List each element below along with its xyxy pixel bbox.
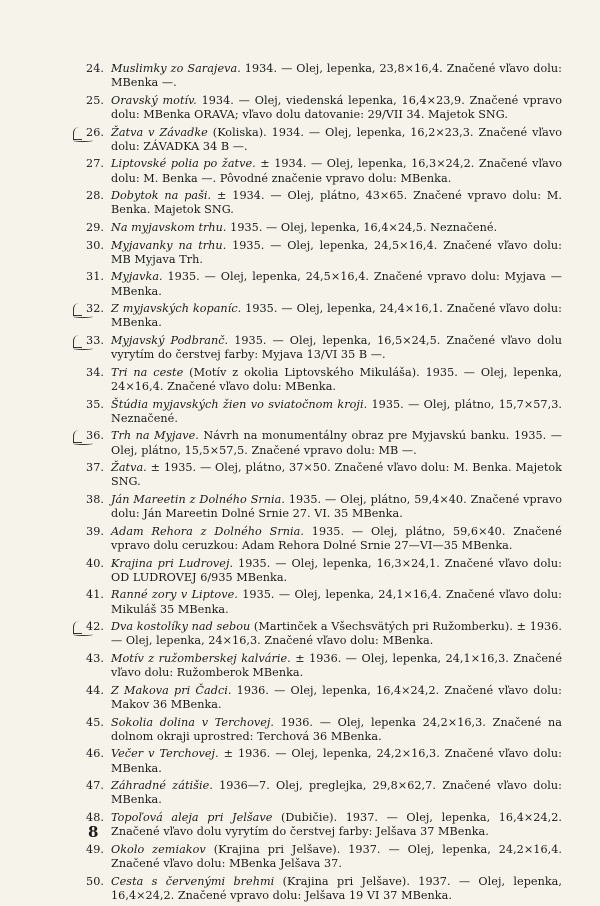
entry-number: 48. (86, 810, 104, 824)
entry-number: 38. (86, 492, 104, 506)
artwork-details: ± 1935. — Olej, plátno, 37×50. Značené vľavo dolu: M. Benka. Majetok SNG. (111, 461, 562, 489)
artwork-title: Liptovské polia po žatve. (111, 157, 256, 171)
entry-number: 26. (86, 125, 104, 139)
entry-text (111, 811, 562, 839)
entry-text (111, 684, 562, 712)
artwork-title: Z Makova pri Čadci. (111, 683, 232, 697)
entry-text (111, 366, 562, 394)
catalog-entry (82, 620, 562, 648)
entry-number: 39. (86, 524, 104, 538)
catalog-entry (82, 716, 562, 744)
artwork-title: Tri na ceste (111, 365, 184, 379)
entry-text (111, 779, 562, 807)
catalog-entry (82, 461, 562, 489)
entry-text (111, 461, 562, 489)
entry-number: 47. (86, 779, 104, 793)
entry-text (111, 652, 562, 680)
catalog-entry (82, 270, 562, 298)
artwork-details: 1935. — Olej, lepenka, 24,5×16,4. Značené vľavo dolu: MB Myjava Trh. (111, 238, 562, 266)
artwork-details: ± 1934. — Olej, plátno, 43×65. Značené vpravo dolu: M. Benka. Majetok SNG. (111, 189, 562, 217)
entry-text (111, 302, 562, 330)
artwork-details: 1935. — Olej, plátno, 59,4×40. Značené vpravo dolu: Ján Mareetin Dolné Srnie 27. VI. 35 MBenka. (111, 492, 562, 521)
entry-text (111, 189, 562, 217)
artwork-title: Záhradné zátišie. (111, 779, 213, 793)
catalog-entry (82, 557, 562, 585)
catalog-entry (82, 239, 562, 267)
entry-number: 25. (86, 93, 104, 107)
artwork-title: Žatva v Závadke (111, 125, 208, 139)
artwork-title: Okolo zemiakov (111, 842, 206, 856)
artwork-title: Krajina pri Ludrovej. (111, 556, 234, 570)
entry-number: 40. (86, 556, 104, 570)
catalog-entry (82, 334, 562, 362)
catalog-entry (82, 94, 562, 122)
artwork-details: 1934. — Olej, viedenská lepenka, 16,4×23,9. Značené vpravo dolu: MBenka ORAVA; vľavo dolu datovanie: 29/VII 34. Majetok SNG. (111, 93, 562, 121)
artwork-title: Myjavanky na trhu. (111, 238, 227, 252)
artwork-details: 1936. — Olej, lepenka 24,2×16,3. Značené na dolnom okraji uprostred: Terchová 36 MBenka. (111, 715, 563, 743)
entry-number: 45. (86, 715, 104, 729)
entry-text (111, 716, 562, 744)
entry-number: 28. (86, 189, 104, 203)
catalog-list (82, 62, 562, 906)
artwork-title: Trh na Myjave. (111, 429, 199, 443)
artwork-details: (Martinček a Všechsvätých pri Ružomberku). ± 1936. — Olej, lepenka, 24×16,3. Značené vľavo dolu: MBenka. (111, 620, 562, 648)
artwork-title: Topoľová aleja pri Jelšave (111, 810, 273, 824)
artwork-title: Ján Mareetin z Dolného Srnia. (111, 492, 286, 506)
entry-text (111, 493, 562, 521)
entry-text (111, 747, 562, 775)
handwritten-check-mark (73, 127, 82, 140)
artwork-title: Myjavka. (111, 270, 163, 284)
entry-text (111, 270, 562, 298)
entry-text (111, 157, 562, 185)
artwork-details: 1935. — Olej, plátno, 59,6×40. Značené vpravo dolu ceruzkou: Adam Rehora Dolné Srnie 27—VI—35 MBenka. (111, 524, 562, 552)
page-number: 8 (88, 823, 99, 841)
entry-number: 27. (86, 157, 104, 171)
entry-number: 31. (86, 270, 104, 284)
entry-number: 50. (86, 874, 104, 888)
artwork-title: Sokolia dolina v Terchovej. (111, 715, 275, 729)
artwork-details: 1935. — Olej, lepenka, 24,5×16,4. Značené vpravo dolu: Myjava — MBenka. (111, 270, 562, 298)
catalog-entry (82, 189, 562, 217)
entry-text (111, 620, 562, 648)
artwork-title: Dobytok na paši. (111, 189, 212, 203)
entry-text (111, 94, 562, 122)
artwork-details: ± 1936. — Olej, lepenka, 24,2×16,3. Značené vľavo dolu: MBenka. (111, 747, 562, 775)
artwork-title: Muslimky zo Sarajeva. (111, 62, 241, 75)
entry-number: 42. (86, 620, 104, 634)
artwork-details: ± 1934. — Olej, lepenka, 16,3×24,2. Značené vľavo dolu: M. Benka —. Pôvodné značenie vpravo dolu: MBenka. (111, 157, 562, 185)
handwritten-check-mark (73, 303, 82, 316)
artwork-title: Žatva. (111, 461, 147, 475)
entry-text (111, 239, 562, 267)
entry-text (111, 429, 562, 457)
entry-text (111, 875, 562, 903)
artwork-details: 1935. — Olej, lepenka, 16,4×24,5. Neznačené. (226, 220, 498, 234)
artwork-details: 1935. — Olej, lepenka, 24,4×16,1. Značené vľavo dolu: MBenka. (111, 302, 562, 330)
entry-number: 41. (86, 588, 104, 602)
entry-text (111, 334, 562, 362)
catalog-entry (82, 525, 562, 553)
artwork-title: Dva kostolíky nad sebou (111, 620, 251, 634)
catalog-entry (82, 493, 562, 521)
catalog-entry (82, 779, 562, 807)
artwork-details: 1936. — Olej, lepenka, 16,4×24,2. Značené vľavo dolu: Makov 36 MBenka. (111, 683, 562, 711)
artwork-title: Oravský motív. (111, 93, 197, 107)
handwritten-check-mark (73, 621, 82, 634)
catalog-entry (82, 62, 562, 90)
catalog-entry (82, 157, 562, 185)
entry-number: 44. (86, 683, 104, 697)
artwork-details: 1935. — Olej, plátno, 15,7×57,3. Neznačené. (111, 397, 562, 425)
catalog-entry (82, 588, 562, 616)
catalog-entry (82, 366, 562, 394)
artwork-title: Ranné zory v Liptove. (111, 588, 238, 602)
entry-text (111, 588, 562, 616)
entry-text (111, 398, 562, 426)
entry-number: 32. (86, 302, 104, 316)
artwork-details: 1935. — Olej, lepenka, 16,5×24,5. Značené vľavo dolu vyrytím do čerstvej farby: Myjava 13/VI 35 B —. (111, 333, 562, 362)
artwork-details: 1935. — Olej, lepenka, 24,1×16,4. Značené vľavo dolu: Mikuláš 35 MBenka. (111, 588, 562, 616)
entry-text (111, 62, 562, 90)
artwork-title: Motív z ružomberskej kalvárie. (111, 651, 291, 665)
entry-number: 43. (86, 651, 104, 665)
catalog-entry (82, 126, 562, 154)
entry-number: 36. (86, 429, 104, 443)
artwork-details: (Dubičie). 1937. — Olej, lepenka, 16,4×24,2. Značené vľavo dolu vyrytím do čerstvej farby: Jelšava 37 MBenka. (111, 810, 562, 839)
catalog-entry (82, 811, 562, 839)
entry-text (111, 843, 562, 871)
catalog-entry (82, 302, 562, 330)
artwork-title: Z myjavských kopaníc. (111, 302, 242, 316)
artwork-details: 1936—7. Olej, preglejka, 29,8×62,7. Značené vľavo dolu: MBenka. (111, 779, 562, 807)
artwork-title: Na myjavskom trhu. (111, 220, 227, 234)
entry-text (111, 525, 562, 553)
artwork-details: Návrh na monumentálny obraz pre Myjavskú banku. 1935. — Olej, plátno, 15,5×57,5. Značené vpravo dolu: MB —. (111, 429, 562, 457)
entry-number: 37. (86, 461, 104, 475)
artwork-title: Večer v Terchovej. (111, 747, 219, 761)
catalog-entry (82, 221, 562, 235)
catalog-entry (82, 398, 562, 426)
entry-text (111, 221, 562, 235)
artwork-title: Štúdia myjavských žien vo sviatočnom kroji. (111, 397, 368, 411)
artwork-details: (Krajina pri Jelšave). 1937. — Olej, lepenka, 24,2×16,4. Značené vľavo dolu: MBenka Jelšava 37. (111, 842, 562, 870)
catalog-entry (82, 843, 562, 871)
entry-number: 35. (86, 397, 104, 411)
handwritten-check-mark (73, 430, 82, 443)
catalog-entry (82, 652, 562, 680)
entry-text (111, 557, 562, 585)
handwritten-check-mark (73, 335, 82, 348)
catalog-entry (82, 747, 562, 775)
artwork-details: ± 1936. — Olej, lepenka, 24,1×16,3. Značené vľavo dolu: Ružomberok MBenka. (111, 651, 562, 680)
artwork-details: (Motív z okolia Liptovského Mikuláša). 1935. — Olej, lepenka, 24×16,4. Značené vľavo dolu: MBenka. (111, 365, 562, 393)
catalog-entry (82, 875, 562, 903)
entry-number: 34. (86, 365, 104, 379)
entry-text (111, 126, 562, 154)
artwork-details: 1934. — Olej, lepenka, 23,8×16,4. Značené vľavo dolu: MBenka —. (111, 62, 562, 90)
artwork-details: (Koliska). 1934. — Olej, lepenka, 16,2×23,3. Značené vľavo dolu: ZÁVADKA 34 B —. (111, 125, 563, 153)
entry-number: 49. (86, 842, 104, 856)
artwork-title: Myjavský Podbranč. (111, 333, 229, 347)
entry-number: 46. (86, 747, 104, 761)
artwork-details: 1935. — Olej, lepenka, 16,3×24,1. Značené vľavo dolu: OD LUDROVEJ 6/935 MBenka. (111, 556, 562, 584)
entry-number: 29. (86, 220, 104, 234)
artwork-title: Adam Rehora z Dolného Srnia. (111, 524, 304, 538)
catalog-entry (82, 684, 562, 712)
artwork-details: (Krajina pri Jelšave). 1937. — Olej, lepenka, 16,4×24,2. Značené vpravo dolu: Jelšava 19 VI 37 MBenka. (111, 874, 562, 902)
entry-number: 33. (86, 333, 104, 347)
entry-number: 30. (86, 238, 104, 252)
entry-number: 24. (86, 62, 104, 75)
catalog-entry (82, 429, 562, 457)
artwork-title: Cesta s červenými brehmi (111, 874, 275, 888)
